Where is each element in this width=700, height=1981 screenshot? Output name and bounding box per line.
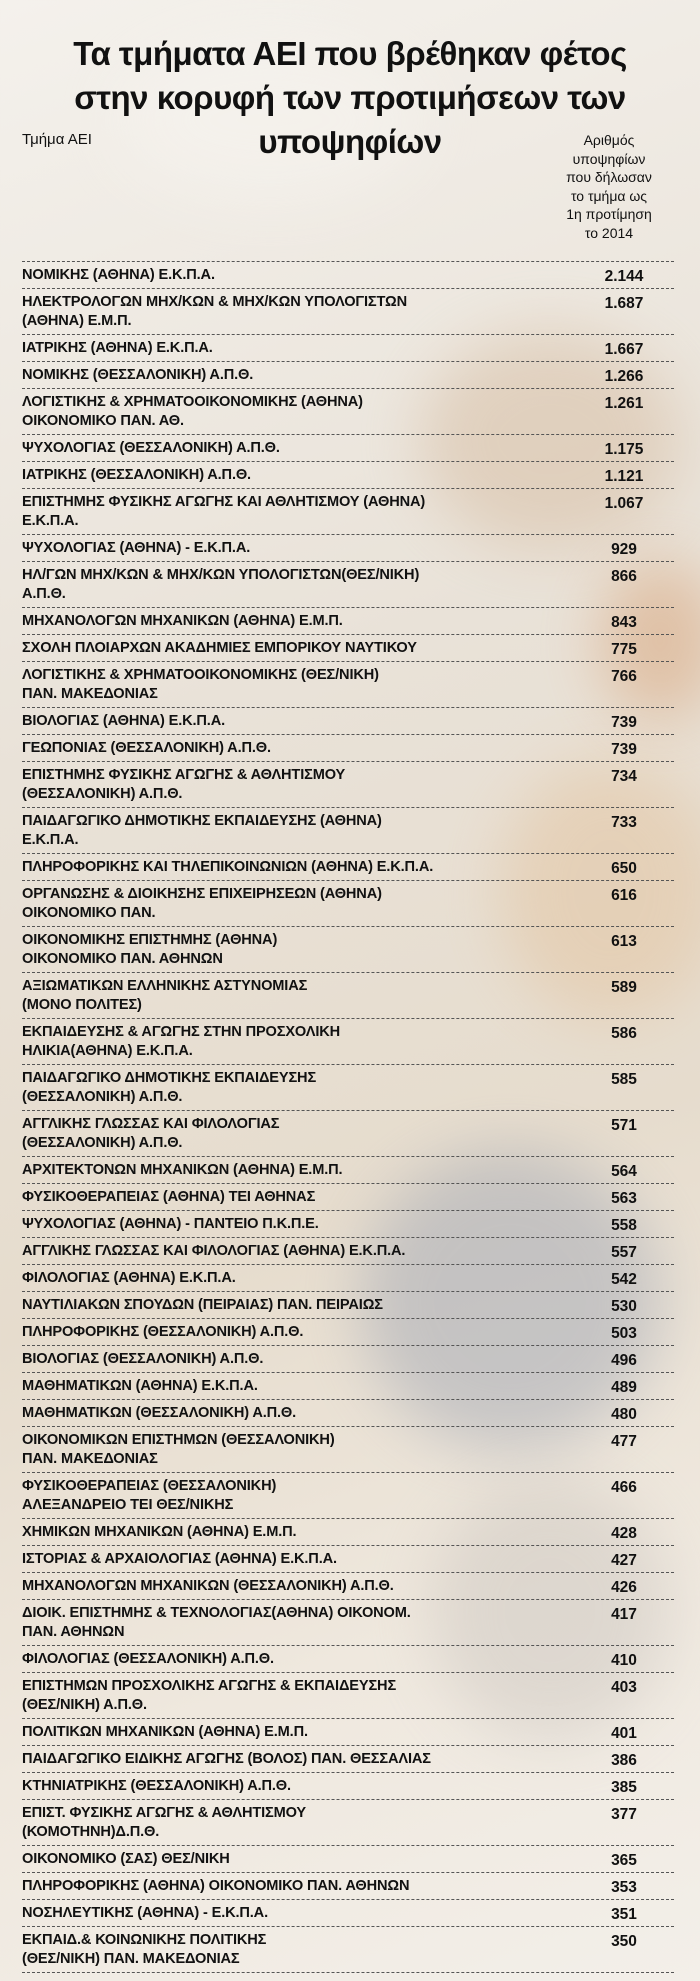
table-row xyxy=(22,1927,674,1973)
table-row xyxy=(22,808,674,854)
table-row xyxy=(22,462,674,489)
department-name xyxy=(22,362,554,385)
department-name xyxy=(22,1292,554,1315)
department-name-line: ΓΕΩΠΟΝΙΑΣ (ΘΕΣΣΑΛΟΝΙΚΗ) Α.Π.Θ. xyxy=(22,740,271,756)
department-name xyxy=(22,1546,554,1569)
department-name-line: (ΑΘΗΝΑ) Ε.Μ.Π. xyxy=(22,313,132,329)
department-name-line: ΚΤΗΝΙΑΤΡΙΚΗΣ (ΘΕΣΣΑΛΟΝΙΚΗ) Α.Π.Θ. xyxy=(22,1778,291,1794)
table-row xyxy=(22,1265,674,1292)
department-name xyxy=(22,1900,554,1923)
department-name-line: Ε.Κ.Π.Α. xyxy=(22,832,79,848)
department-name-line: ΕΠΙΣΤΗΜΗΣ ΦΥΣΙΚΗΣ ΑΓΩΓΗΣ & ΑΘΛΗΤΙΣΜΟΥ xyxy=(22,767,346,783)
department-name xyxy=(22,1319,554,1342)
applicant-count: 739 xyxy=(611,741,637,758)
table-row xyxy=(22,262,674,289)
department-name-line: ΠΑΙΔΑΓΩΓΙΚΟ ΔΗΜΟΤΙΚΗΣ ΕΚΠΑΙΔΕΥΣΗΣ xyxy=(22,1070,317,1086)
department-name xyxy=(22,1473,554,1515)
table-row xyxy=(22,1519,674,1546)
department-name xyxy=(22,262,554,285)
table-row xyxy=(22,927,674,973)
department-name xyxy=(22,1346,554,1369)
applicant-count: 586 xyxy=(611,1025,637,1042)
table-row xyxy=(22,1211,674,1238)
department-name xyxy=(22,1184,554,1207)
department-name xyxy=(22,1427,554,1469)
applicant-count: 417 xyxy=(611,1606,637,1623)
department-name-line: ΛΟΓΙΣΤΙΚΗΣ & ΧΡΗΜΑΤΟΟΙΚΟΝΟΜΙΚΗΣ (ΑΘΗΝΑ) xyxy=(22,394,363,410)
department-name xyxy=(22,1019,554,1061)
department-name-line: ΠΛΗΡΟΦΟΡΙΚΗΣ (ΘΕΣΣΑΛΟΝΙΚΗ) Α.Π.Θ. xyxy=(22,1324,304,1340)
department-name xyxy=(22,462,554,485)
department-name xyxy=(22,489,554,531)
applicant-count: 410 xyxy=(611,1652,637,1669)
table-row xyxy=(22,1773,674,1800)
applicant-count: 427 xyxy=(611,1552,637,1569)
applicant-count: 530 xyxy=(611,1298,637,1315)
department-name-line: ΕΚΠΑΙΔ.& ΚΟΙΝΩΝΙΚΗΣ ΠΟΛΙΤΙΚΗΣ xyxy=(22,1932,267,1948)
department-name-line: ΨΥΧΟΛΟΓΙΑΣ (ΑΘΗΝΑ) - Ε.Κ.Π.Α. xyxy=(22,540,251,556)
applicant-count: 403 xyxy=(611,1679,637,1696)
table-row xyxy=(22,1800,674,1846)
applicant-count: 1.121 xyxy=(604,468,644,485)
department-name-line: ΟΙΚΟΝΟΜΙΚΟ ΠΑΝ. ΑΘ. xyxy=(22,413,184,429)
department-name-line: ΒΙΟΛΟΓΙΑΣ (ΑΘΗΝΑ) Ε.Κ.Π.Α. xyxy=(22,713,225,729)
applicant-count: 585 xyxy=(611,1071,637,1088)
department-name xyxy=(22,1238,554,1261)
table-row xyxy=(22,662,674,708)
department-name-line: (ΘΕΣ/ΝΙΚΗ) Α.Π.Θ. xyxy=(22,1697,147,1713)
department-name-line: ΠΛΗΡΟΦΟΡΙΚΗΣ (ΑΘΗΝΑ) ΟΙΚΟΝΟΜΙΚΟ ΠΑΝ. ΑΘΗΝΩΝ xyxy=(22,1878,410,1894)
department-name-line: ΔΙΟΙΚ. ΕΠΙΣΤΗΜΗΣ & ΤΕΧΝΟΛΟΓΙΑΣ(ΑΘΗΝΑ) ΟΙΚΟΝΟΜ. xyxy=(22,1605,411,1621)
department-name xyxy=(22,1211,554,1234)
applicant-count: 734 xyxy=(611,768,637,785)
department-name-line: ΒΙΟΛΟΓΙΑΣ (ΘΕΣΣΑΛΟΝΙΚΗ) Α.Π.Θ. xyxy=(22,1351,264,1367)
applicant-count: 365 xyxy=(611,1852,637,1869)
department-name-line: (ΘΕΣΣΑΛΟΝΙΚΗ) Α.Π.Θ. xyxy=(22,786,183,802)
department-name-line: ΑΞΙΩΜΑΤΙΚΩΝ ΕΛΛΗΝΙΚΗΣ ΑΣΤΥΝΟΜΙΑΣ xyxy=(22,978,308,994)
applicant-count: 843 xyxy=(611,614,637,631)
table-row xyxy=(22,881,674,927)
table-row xyxy=(22,1111,674,1157)
department-name-line: ΣΧΟΛΗ ΠΛΟΙΑΡΧΩΝ ΑΚΑΔΗΜΙΕΣ ΕΜΠΟΡΙΚΟΥ ΝΑΥΤΙΚΟΥ xyxy=(22,640,417,656)
department-name-line: ΦΙΛΟΛΟΓΙΑΣ (ΘΕΣΣΑΛΟΝΙΚΗ) Α.Π.Θ. xyxy=(22,1651,274,1667)
table-row xyxy=(22,1673,674,1719)
applicant-count: 477 xyxy=(611,1433,637,1450)
department-name xyxy=(22,635,554,658)
table-row xyxy=(22,389,674,435)
applicant-count: 401 xyxy=(611,1725,637,1742)
department-name-line: ΠΑΝ. ΑΘΗΝΩΝ xyxy=(22,1624,125,1640)
department-name-line: Α.Π.Θ. xyxy=(22,586,66,602)
applicant-count: 1.687 xyxy=(604,295,644,312)
department-name xyxy=(22,1065,554,1107)
department-name xyxy=(22,1600,554,1642)
department-name xyxy=(22,762,554,804)
department-name-line: ΜΑΘΗΜΑΤΙΚΩΝ (ΑΘΗΝΑ) Ε.Κ.Π.Α. xyxy=(22,1378,258,1394)
table-row xyxy=(22,1400,674,1427)
applicant-count: 350 xyxy=(611,1933,637,1950)
department-name-line: ΠΑΙΔΑΓΩΓΙΚΟ ΕΙΔΙΚΗΣ ΑΓΩΓΗΣ (ΒΟΛΟΣ) ΠΑΝ. ΘΕΣΣΑΛΙΑΣ xyxy=(22,1751,431,1767)
table-row xyxy=(22,535,674,562)
table-row xyxy=(22,1319,674,1346)
applicant-count: 353 xyxy=(611,1879,637,1896)
department-name-line: ΧΗΜΙΚΩΝ ΜΗΧΑΝΙΚΩΝ (ΑΘΗΝΑ) Ε.Μ.Π. xyxy=(22,1524,297,1540)
department-name-line: ΑΡΧΙΤΕΚΤΟΝΩΝ ΜΗΧΑΝΙΚΩΝ (ΑΘΗΝΑ) Ε.Μ.Π. xyxy=(22,1162,343,1178)
department-name-line: ΠΟΛΙΤΙΚΩΝ ΜΗΧΑΝΙΚΩΝ (ΑΘΗΝΑ) Ε.Μ.Π. xyxy=(22,1724,308,1740)
applicant-count: 428 xyxy=(611,1525,637,1542)
header-value-line: το τμήμα ως xyxy=(570,187,648,204)
applicant-count: 558 xyxy=(611,1217,637,1234)
header-value-line: υποψηφίων xyxy=(572,150,646,167)
department-name xyxy=(22,535,554,558)
applicant-count: 480 xyxy=(611,1406,637,1423)
department-name-line: ΟΙΚΟΝΟΜΙΚΗΣ ΕΠΙΣΤΗΜΗΣ (ΑΘΗΝΑ) xyxy=(22,932,278,948)
department-name xyxy=(22,1873,554,1896)
applicant-count: 563 xyxy=(611,1190,637,1207)
header-value-line: 1η προτίμηση xyxy=(566,206,652,222)
department-name xyxy=(22,881,554,923)
applicant-count: 564 xyxy=(611,1163,637,1180)
department-name xyxy=(22,1373,554,1396)
applicant-count: 1.067 xyxy=(604,495,644,512)
department-name xyxy=(22,927,554,969)
department-name-line: ΟΡΓΑΝΩΣΗΣ & ΔΙΟΙΚΗΣΗΣ ΕΠΙΧΕΙΡΗΣΕΩΝ (ΑΘΗΝΑ) xyxy=(22,886,382,902)
table-row xyxy=(22,1746,674,1773)
department-name xyxy=(22,1265,554,1288)
applicant-count: 386 xyxy=(611,1752,637,1769)
table-row xyxy=(22,1427,674,1473)
department-name-line: ΠΛΗΡΟΦΟΡΙΚΗΣ ΚΑΙ ΤΗΛΕΠΙΚΟΙΝΩΝΙΩΝ (ΑΘΗΝΑ) Ε.Κ.Π.Α. xyxy=(22,859,434,875)
department-name-line: ΠΑΝ. ΜΑΚΕΔΟΝΙΑΣ xyxy=(22,686,158,702)
applicant-count: 650 xyxy=(611,860,637,877)
department-name-line: ΜΗΧΑΝΟΛΟΓΩΝ ΜΗΧΑΝΙΚΩΝ (ΑΘΗΝΑ) Ε.Μ.Π. xyxy=(22,613,343,629)
department-name-line: ΕΚΠΑΙΔΕΥΣΗΣ & ΑΓΩΓΗΣ ΣΤΗΝ ΠΡΟΣΧΟΛΙΚΗ xyxy=(22,1024,341,1040)
department-name-line: ΝΟΜΙΚΗΣ (ΑΘΗΝΑ) Ε.Κ.Π.Α. xyxy=(22,267,215,283)
department-name-line: ΙΣΤΟΡΙΑΣ & ΑΡΧΑΙΟΛΟΓΙΑΣ (ΑΘΗΝΑ) Ε.Κ.Π.Α. xyxy=(22,1551,337,1567)
department-name xyxy=(22,608,554,631)
department-name-line: ΝΑΥΤΙΛΙΑΚΩΝ ΣΠΟΥΔΩΝ (ΠΕΙΡΑΙΑΣ) ΠΑΝ. ΠΕΙΡΑΙΩΣ xyxy=(22,1297,383,1313)
department-name xyxy=(22,562,554,604)
table-row xyxy=(22,608,674,635)
table-row xyxy=(22,762,674,808)
department-name xyxy=(22,289,554,331)
department-name-line: ΑΓΓΛΙΚΗΣ ΓΛΩΣΣΑΣ ΚΑΙ ΦΙΛΟΛΟΓΙΑΣ (ΑΘΗΝΑ) Ε.Κ.Π.Α. xyxy=(22,1243,406,1259)
table-row xyxy=(22,1346,674,1373)
department-name-line: ΟΙΚΟΝΟΜΙΚΩΝ ΕΠΙΣΤΗΜΩΝ (ΘΕΣΣΑΛΟΝΙΚΗ) xyxy=(22,1432,335,1448)
department-name xyxy=(22,854,554,877)
department-name-line: (ΚΟΜΟΤΗΝΗ)Δ.Π.Θ. xyxy=(22,1824,160,1840)
table-row xyxy=(22,735,674,762)
department-name xyxy=(22,1846,554,1869)
department-name-line: ΕΠΙΣΤΗΜΩΝ ΠΡΟΣΧΟΛΙΚΗΣ ΑΓΩΓΗΣ & ΕΚΠΑΙΔΕΥΣΗΣ xyxy=(22,1678,397,1694)
department-name-line: ΜΗΧΑΝΟΛΟΓΩΝ ΜΗΧΑΝΙΚΩΝ (ΘΕΣΣΑΛΟΝΙΚΗ) Α.Π.Θ. xyxy=(22,1578,394,1594)
applicant-count: 489 xyxy=(611,1379,637,1396)
department-name-line: ΟΙΚΟΝΟΜΙΚΟ ΠΑΝ. xyxy=(22,905,156,921)
applicant-count: 385 xyxy=(611,1779,637,1796)
applicant-count: 1.261 xyxy=(604,395,644,412)
department-name-line: ΦΙΛΟΛΟΓΙΑΣ (ΑΘΗΝΑ) Ε.Κ.Π.Α. xyxy=(22,1270,236,1286)
department-name xyxy=(22,1157,554,1180)
department-name-line: ΙΑΤΡΙΚΗΣ (ΑΘΗΝΑ) Ε.Κ.Π.Α. xyxy=(22,340,213,356)
applicant-count: 503 xyxy=(611,1325,637,1342)
department-name-line: ΝΟΜΙΚΗΣ (ΘΕΣΣΑΛΟΝΙΚΗ) Α.Π.Θ. xyxy=(22,367,254,383)
table-row xyxy=(22,289,674,335)
table-row xyxy=(22,435,674,462)
table-row xyxy=(22,1546,674,1573)
department-name-line: ΠΑΝ. ΜΑΚΕΔΟΝΙΑΣ xyxy=(22,1451,158,1467)
table-body xyxy=(22,262,674,1973)
applicant-count: 571 xyxy=(611,1117,637,1134)
applicant-count: 739 xyxy=(611,714,637,731)
department-name-line: ΕΠΙΣΤ. ΦΥΣΙΚΗΣ ΑΓΩΓΗΣ & ΑΘΛΗΤΙΣΜΟΥ xyxy=(22,1805,307,1821)
department-name-line: ΕΠΙΣΤΗΜΗΣ ΦΥΣΙΚΗΣ ΑΓΩΓΗΣ ΚΑΙ ΑΘΛΗΤΙΣΜΟΥ (ΑΘΗΝΑ) xyxy=(22,494,426,510)
table-row xyxy=(22,362,674,389)
table-row xyxy=(22,1065,674,1111)
department-name-line: ΨΥΧΟΛΟΓΙΑΣ (ΘΕΣΣΑΛΟΝΙΚΗ) Α.Π.Θ. xyxy=(22,440,280,456)
department-name xyxy=(22,662,554,704)
applicant-count: 766 xyxy=(611,668,637,685)
table-row xyxy=(22,973,674,1019)
department-name-line: ΝΟΣΗΛΕΥΤΙΚΗΣ (ΑΘΗΝΑ) - Ε.Κ.Π.Α. xyxy=(22,1905,268,1921)
table-row xyxy=(22,1600,674,1646)
department-name-line: ΑΓΓΛΙΚΗΣ ΓΛΩΣΣΑΣ ΚΑΙ ΦΙΛΟΛΟΓΙΑΣ xyxy=(22,1116,280,1132)
department-name xyxy=(22,708,554,731)
department-name-line: (ΘΕΣ/ΝΙΚΗ) ΠΑΝ. ΜΑΚΕΔΟΝΙΑΣ xyxy=(22,1951,240,1967)
table-row xyxy=(22,1900,674,1927)
table-row xyxy=(22,635,674,662)
department-name-line: ΛΟΓΙΣΤΙΚΗΣ & ΧΡΗΜΑΤΟΟΙΚΟΝΟΜΙΚΗΣ (ΘΕΣ/ΝΙΚΗ) xyxy=(22,667,379,683)
table-row xyxy=(22,1292,674,1319)
table-row xyxy=(22,1019,674,1065)
department-name xyxy=(22,808,554,850)
department-name-line: ΨΥΧΟΛΟΓΙΑΣ (ΑΘΗΝΑ) - ΠΑΝΤΕΙΟ Π.Κ.Π.Ε. xyxy=(22,1216,319,1232)
applicant-count: 589 xyxy=(611,979,637,996)
table-row xyxy=(22,1373,674,1400)
department-name xyxy=(22,1800,554,1842)
department-name xyxy=(22,1573,554,1596)
table-row xyxy=(22,1184,674,1211)
applicant-count: 466 xyxy=(611,1479,637,1496)
applicant-count: 351 xyxy=(611,1906,637,1923)
department-name xyxy=(22,1111,554,1153)
table-row xyxy=(22,854,674,881)
department-name xyxy=(22,1773,554,1796)
header-department: Τμήμα ΑΕΙ xyxy=(22,131,92,148)
department-name-line: ΟΙΚΟΝΟΜΙΚΟ (ΣΑΣ) ΘΕΣ/ΝΙΚΗ xyxy=(22,1851,230,1867)
header-value-line: που δήλωσαν xyxy=(566,169,652,185)
department-name xyxy=(22,335,554,358)
table-row xyxy=(22,1473,674,1519)
department-name-line: Ε.Κ.Π.Α. xyxy=(22,513,79,529)
department-name xyxy=(22,735,554,758)
applicant-count: 929 xyxy=(611,541,637,558)
department-name-line: ΗΛΕΚΤΡΟΛΟΓΩΝ ΜΗΧ/ΚΩΝ & ΜΗΧ/ΚΩΝ ΥΠΟΛΟΓΙΣΤΩΝ xyxy=(22,294,407,310)
applicant-count: 733 xyxy=(611,814,637,831)
department-name-line: ΠΑΙΔΑΓΩΓΙΚΟ ΔΗΜΟΤΙΚΗΣ ΕΚΠΑΙΔΕΥΣΗΣ (ΑΘΗΝΑ) xyxy=(22,813,382,829)
applicant-count: 866 xyxy=(611,568,637,585)
department-name-line: ΗΛΙΚΙΑ(ΑΘΗΝΑ) Ε.Κ.Π.Α. xyxy=(22,1043,193,1059)
table-row xyxy=(22,1573,674,1600)
department-name xyxy=(22,1719,554,1742)
table-header xyxy=(22,127,674,262)
table-row xyxy=(22,1873,674,1900)
applicant-count: 426 xyxy=(611,1579,637,1596)
table-row xyxy=(22,562,674,608)
applicant-count: 557 xyxy=(611,1244,637,1261)
department-name xyxy=(22,1646,554,1669)
header-value-line: το 2014 xyxy=(584,224,634,241)
table-row xyxy=(22,489,674,535)
header-value-line: Αριθμός xyxy=(583,132,635,148)
department-name xyxy=(22,1746,554,1769)
department-name xyxy=(22,973,554,1015)
applicant-count: 1.175 xyxy=(604,441,644,458)
department-name xyxy=(22,435,554,458)
applicant-count: 377 xyxy=(611,1806,637,1823)
department-name-line: ΟΙΚΟΝΟΜΙΚΟ ΠΑΝ. ΑΘΗΝΩΝ xyxy=(22,951,223,967)
department-name-line: ΗΛ/ΓΩΝ ΜΗΧ/ΚΩΝ & ΜΗΧ/ΚΩΝ ΥΠΟΛΟΓΙΣΤΩΝ(ΘΕΣ/ΝΙΚΗ) xyxy=(22,567,420,583)
table-row xyxy=(22,1157,674,1184)
applicant-count: 496 xyxy=(611,1352,637,1369)
title-line-1: Τα τμήματα ΑΕΙ που βρέθηκαν φέτος xyxy=(73,35,627,72)
department-name-line: ΑΛΕΞΑΝΔΡΕΙΟ ΤΕΙ ΘΕΣ/ΝΙΚΗΣ xyxy=(22,1497,234,1513)
applicant-count: 542 xyxy=(611,1271,637,1288)
department-name xyxy=(22,1519,554,1542)
applicant-count: 616 xyxy=(611,887,637,904)
department-name xyxy=(22,1400,554,1423)
applicant-count: 775 xyxy=(611,641,637,658)
table-row xyxy=(22,1719,674,1746)
table-row xyxy=(22,1846,674,1873)
table-row xyxy=(22,335,674,362)
department-name-line: ΦΥΣΙΚΟΘΕΡΑΠΕΙΑΣ (ΘΕΣΣΑΛΟΝΙΚΗ) xyxy=(22,1478,277,1494)
department-name xyxy=(22,1673,554,1715)
department-name xyxy=(22,1927,554,1969)
applicant-count: 1.667 xyxy=(604,341,644,358)
applicant-count: 1.266 xyxy=(604,368,644,385)
table-row xyxy=(22,1646,674,1673)
header-value xyxy=(544,131,674,242)
department-name xyxy=(22,389,554,431)
department-name-line: (ΘΕΣΣΑΛΟΝΙΚΗ) Α.Π.Θ. xyxy=(22,1135,183,1151)
table-row xyxy=(22,1238,674,1265)
department-name-line: ΦΥΣΙΚΟΘΕΡΑΠΕΙΑΣ (ΑΘΗΝΑ) ΤΕΙ ΑΘΗΝΑΣ xyxy=(22,1189,316,1205)
department-name-line: ΜΑΘΗΜΑΤΙΚΩΝ (ΘΕΣΣΑΛΟΝΙΚΗ) Α.Π.Θ. xyxy=(22,1405,297,1421)
department-name-line: (ΘΕΣΣΑΛΟΝΙΚΗ) Α.Π.Θ. xyxy=(22,1089,183,1105)
table-row xyxy=(22,708,674,735)
department-name-line: (ΜΟΝΟ ΠΟΛΙΤΕΣ) xyxy=(22,997,142,1013)
department-name-line: ΙΑΤΡΙΚΗΣ (ΘΕΣΣΑΛΟΝΙΚΗ) Α.Π.Θ. xyxy=(22,467,251,483)
applicant-count: 2.144 xyxy=(604,268,644,285)
title-line-2: στην κορυφή των προτιμήσεων των υποψηφίων xyxy=(74,79,626,160)
applicant-count: 613 xyxy=(611,933,637,950)
